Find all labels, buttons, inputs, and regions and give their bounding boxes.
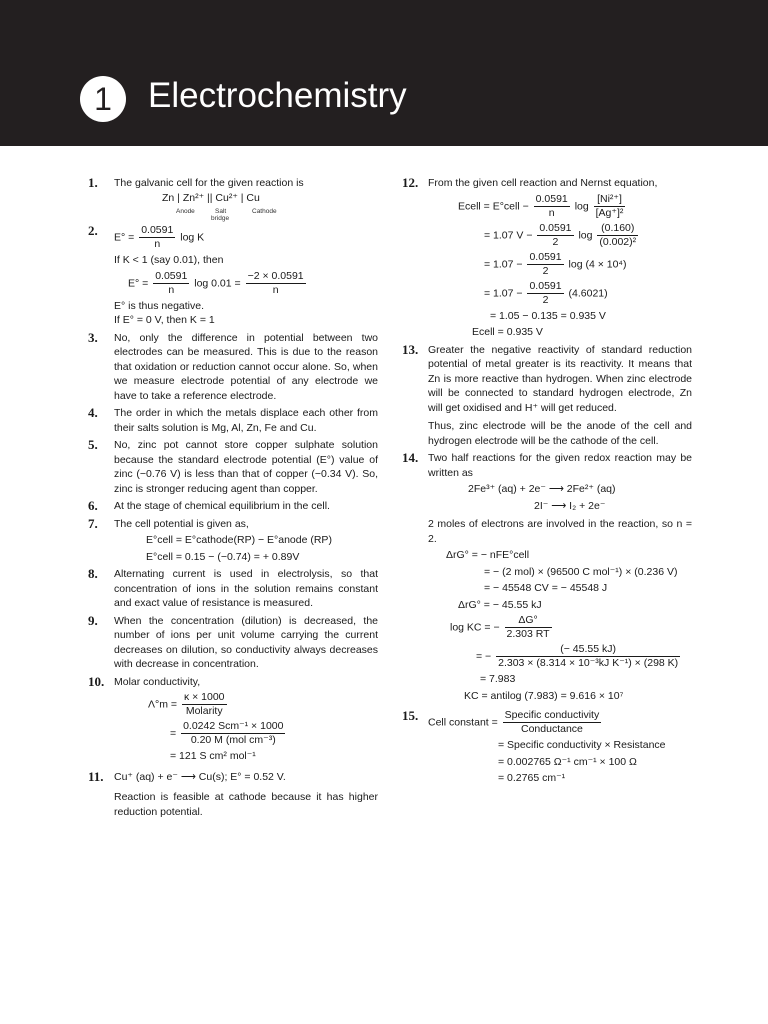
equation [114, 224, 378, 251]
bridge-label: bridge [211, 215, 230, 222]
result: = 121 S cm² mol⁻¹ [170, 750, 256, 762]
equation [428, 709, 692, 736]
equation [428, 222, 692, 249]
right-column [402, 176, 692, 789]
fraction [597, 222, 638, 249]
numerator: 0.0591 [141, 224, 174, 236]
eq-mid: log 0.01 = [194, 276, 241, 289]
equation: = 0.002765 Ω⁻¹ cm⁻¹ × 100 Ω [498, 755, 637, 768]
numerator: (− 45.55 kJ) [496, 643, 680, 657]
answer-number: 1. [88, 175, 98, 190]
numerator: 0.0242 Scm⁻¹ × 1000 [183, 720, 284, 732]
equation: KC = antilog (7.983) = 9.616 × 10⁷ [464, 689, 624, 702]
equation: Cu⁺ (aq) + e⁻ ⟶ Cu(s); E° = 0.52 V. [114, 770, 286, 783]
answer-text: Reaction is feasible at cathode because it has higher reduction potential. [114, 791, 378, 818]
answer-text: Thus, zinc electrode will be the anode of the cell and hydrogen electrode will be the cathode of the cell. [428, 420, 692, 447]
eq-rhs: log (4 × 10⁴) [568, 257, 627, 270]
answer-13 [402, 343, 692, 449]
eq-lhs: E° = [128, 276, 149, 289]
fraction [527, 251, 563, 278]
fraction [503, 709, 602, 736]
equation: = 0.2765 cm⁻¹ [498, 772, 566, 784]
equation [428, 193, 692, 220]
answer-number: 8. [88, 566, 98, 581]
answer-number: 5. [88, 437, 98, 452]
equation [428, 280, 692, 307]
half-reaction: 2Fe³⁺ (aq) + 2e⁻ ⟶ 2Fe²⁺ (aq) [468, 483, 616, 495]
answer-11 [88, 770, 378, 820]
answer-10 [88, 675, 378, 764]
answer-3 [88, 331, 378, 404]
answer-5 [88, 438, 378, 496]
fraction [594, 193, 626, 220]
numerator: 0.0591 [529, 279, 562, 292]
condition-text: If K < 1 (say 0.01), then [114, 254, 224, 266]
denominator: 2.303 RT [506, 628, 550, 640]
log: log [578, 228, 593, 241]
eq-lhs: = 1.07 V − [484, 228, 533, 241]
answer-text: No, zinc pot cannot store copper sulphate solution because the standard electrode potential (E°) value of zinc (−0.76 V) is less than that of copper (−0.34 V). So, zinc is stronger reducing agent than copper. [114, 439, 378, 495]
eq-rhs: (4.6021) [568, 286, 608, 299]
equation [428, 614, 692, 641]
denominator: 2 [542, 264, 549, 277]
chapter-title: Electrochemistry [148, 76, 407, 115]
equation: = − (2 mol) × (96500 C mol⁻¹) × (0.236 V) [484, 565, 678, 578]
answer-text: Two half reactions for the given redox reaction may be written as [428, 452, 692, 479]
denominator: 2.303 × (8.314 × 10⁻³kJ K⁻¹) × (298 K) [498, 657, 679, 669]
answer-number: 3. [88, 329, 98, 345]
eq-lhs: Cell constant = [428, 716, 498, 729]
numerator: −2 × 0.0591 [247, 269, 304, 282]
answer-number: 9. [88, 612, 98, 628]
equation: = − 45548 CV = − 45548 J [484, 582, 608, 594]
equation [114, 720, 378, 747]
answer-number: 4. [88, 405, 98, 420]
denominator: Molarity [185, 705, 223, 717]
answer-text: Greater the negative reactivity of standard reduction potential of metal greater is its reactivity. It means that Zn is more reactive than hydrogen. When zinc electrode will be connected to standard hydrogen electrode, Zn will get oxidised and H⁺ will get reduced. [428, 343, 692, 414]
answer-number: 15. [402, 708, 419, 723]
anode-label: Anode [176, 208, 195, 215]
denominator: n [154, 238, 161, 250]
denominator: 2 [552, 235, 559, 248]
equation [114, 691, 378, 718]
answer-text: At the stage of chemical equilibrium in the cell. [114, 500, 330, 512]
denominator: n [272, 283, 279, 296]
answer-number: 7. [88, 515, 98, 531]
denominator: 0.20 M (mol cm⁻³) [190, 734, 276, 746]
equation: = 1.05 − 0.135 = 0.935 V [490, 309, 606, 322]
denominator: n [548, 206, 555, 219]
numerator: ΔG° [505, 614, 552, 628]
answer-number: 13. [402, 341, 419, 357]
cathode-label: Cathode [252, 208, 277, 215]
answer-8 [88, 567, 378, 611]
chapter-number: 1 [80, 76, 126, 122]
denominator: Conductance [521, 723, 583, 735]
eq-rhs: log K [180, 231, 205, 244]
eq-lhs: Ecell = E°cell − [458, 199, 529, 212]
cell-notation [162, 191, 378, 222]
fraction [246, 270, 306, 297]
answer-number: 12. [402, 175, 419, 190]
equation [428, 643, 692, 670]
eq-lhs: = − [476, 650, 492, 663]
fraction [139, 224, 175, 251]
answer-text: When the concentration (dilution) is decreased, the number of ions per unit volume carrying the current decreases on dilution, so conductivity always decreases with decrease in concentration. [114, 614, 378, 670]
eq-lhs: Λ°m = [148, 698, 178, 711]
eq-lhs: = 1.07 − [484, 257, 523, 270]
left-column [88, 176, 378, 822]
half-reaction: 2I⁻ ⟶ I₂ + 2e⁻ [534, 499, 606, 512]
answer-text: 2 moles of electrons are involved in the reaction, so n = 2. [428, 518, 692, 545]
chapter-header [0, 0, 768, 146]
equation: ΔrG° = − nFE°cell [446, 549, 530, 561]
numerator: [Ni²⁺] [594, 193, 626, 207]
answer-9 [88, 614, 378, 672]
equation: = 7.983 [480, 673, 516, 685]
denominator: 2 [542, 293, 549, 306]
fraction [153, 270, 189, 297]
equation: = Specific conductivity × Resistance [498, 739, 666, 751]
cell-labels [162, 205, 378, 221]
numerator: 0.0591 [539, 221, 572, 234]
fraction [534, 193, 570, 220]
salt-label: Salt [215, 208, 227, 215]
statement: If E° = 0 V, then K = 1 [114, 314, 215, 326]
answer-text: The galvanic cell for the given reaction is [114, 177, 304, 189]
answer-text: The order in which the metals displace each other from their salts solution is Mg, Al, Zn, Fe and Cu. [114, 407, 378, 434]
answer-number: 11. [88, 768, 104, 784]
fraction [181, 720, 285, 747]
statement: E° is thus negative. [114, 299, 204, 312]
cell-equation: Zn | Zn²⁺ || Cu²⁺ | Cu [162, 191, 260, 204]
numerator: 0.0591 [155, 269, 188, 282]
answer-text: Molar conductivity, [114, 675, 201, 688]
answer-1 [88, 176, 378, 221]
answer-number: 6. [88, 498, 98, 513]
denominator: n [168, 283, 175, 296]
answer-text: Alternating current is used in electrolysis, so that concentration of ions in the solution remains constant and exact value of resistance is measured. [114, 568, 378, 609]
fraction [527, 280, 563, 307]
answer-text: The cell potential is given as, [114, 517, 249, 530]
equation: E°cell = E°cathode(RP) − E°anode (RP) [146, 534, 332, 546]
fraction [496, 643, 680, 670]
numerator: (0.160) [597, 222, 638, 236]
eq-lhs: E° = [114, 231, 135, 244]
answer-2 [88, 224, 378, 328]
answer-text: No, only the difference in potential between two electrodes can be measured. This is due to the reason that oxidation or reduction cannot occur alone. So, when we measure electrode potential of any electrode we have to take a reference electrode. [114, 331, 378, 402]
equation [428, 251, 692, 278]
numerator: Specific conductivity [504, 709, 600, 721]
answer-14 [402, 451, 692, 703]
answer-number: 10. [88, 673, 105, 689]
equation: E°cell = 0.15 − (−0.74) = + 0.89V [146, 550, 300, 563]
answer-12 [402, 176, 692, 340]
numerator: 0.0591 [535, 192, 568, 205]
fraction [182, 691, 227, 718]
equation: ΔrG° = − 45.55 kJ [458, 598, 542, 611]
answer-6 [88, 499, 378, 514]
log: log [574, 199, 589, 212]
equation [114, 270, 378, 297]
denominator: [Ag⁺]² [595, 206, 624, 219]
fraction [537, 222, 573, 249]
eq-lhs: = 1.07 − [484, 286, 523, 299]
equation: Ecell = 0.935 V [472, 326, 543, 338]
fraction [505, 614, 552, 641]
numerator: κ × 1000 [183, 691, 225, 703]
equals: = [170, 727, 177, 740]
denominator: (0.002)² [599, 235, 637, 248]
numerator: 0.0591 [529, 250, 562, 263]
answer-15 [402, 709, 692, 786]
answer-number: 14. [402, 450, 419, 465]
answer-7 [88, 517, 378, 565]
answer-number: 2. [88, 223, 98, 238]
answer-4 [88, 406, 378, 435]
answer-text: From the given cell reaction and Nernst equation, [428, 177, 658, 189]
eq-lhs: log KC = − [450, 621, 500, 634]
